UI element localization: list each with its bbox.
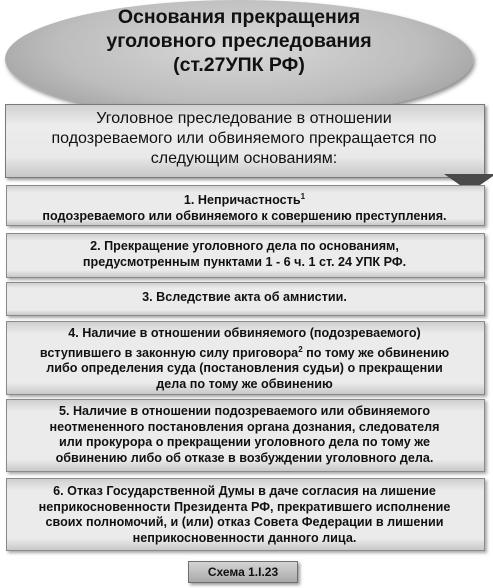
intro-line: следующим основаниям: xyxy=(150,150,338,167)
ground-line: вступившего в законную силу приговора xyxy=(39,345,299,360)
ground-line: или прокурора о прекращении уголовного дела по тому же xyxy=(59,435,430,449)
ground-line: неприкосновенности данного лица. xyxy=(132,530,357,545)
ground-line: 6. Отказ Государственной Думы в даче согласия на лишение xyxy=(53,484,436,498)
footnote-mark: 1 xyxy=(300,192,306,201)
ground-line: 4. Наличие в отношении обвиняемого (подозреваемого) xyxy=(68,326,421,340)
title-line: Основания прекращения xyxy=(117,6,361,28)
ground-text-4 xyxy=(6,326,483,392)
ground-line: дела по тому же обвинению xyxy=(156,376,333,391)
ground-text-2 xyxy=(6,239,483,270)
ground-line: 3. Вследствие акта об амнистии. xyxy=(142,290,347,304)
ground-line: 1. Непричастность xyxy=(183,193,301,208)
title-line: уголовного преследования xyxy=(106,30,372,52)
ground-line: неприкосновенности Президента РФ, прекратившего исполнение xyxy=(38,499,451,514)
ground-line: по тому же обвинению xyxy=(302,345,450,360)
scheme-caption: Схема 1.I.23 xyxy=(188,561,298,583)
footnote-mark: 2 xyxy=(298,344,303,354)
ground-text-3 xyxy=(6,290,483,306)
intro-line: подозреваемого или обвиняемого прекращается по xyxy=(51,130,437,147)
ground-text-5 xyxy=(6,404,483,466)
ground-line: либо определения суда (постановления судьи) о прекращении xyxy=(46,361,443,376)
ground-line: 5. Наличие в отношении подозреваемого или обвиняемого xyxy=(58,404,431,418)
diagram-title xyxy=(60,5,418,77)
ground-text-6 xyxy=(6,484,483,546)
intro-line: Уголовное преследование в отношении xyxy=(96,110,392,127)
ground-line: своих полномочий, и (или) отказ Совета Федерации в лишении xyxy=(45,515,444,529)
title-line: (ст.27УПК РФ) xyxy=(173,54,305,76)
ground-line: обвинению либо об отказе в возбуждении уголовного дела. xyxy=(55,450,434,465)
ground-line: 2. Прекращение уголовного дела по основаниям, xyxy=(90,239,399,253)
ground-line: подозреваемого или обвиняемого к совершению преступления. xyxy=(42,208,447,223)
ground-text-1 xyxy=(6,189,483,224)
ground-line: неотмененного постановления органа дознания, следователя xyxy=(49,419,440,434)
ground-line: предусмотренным пунктами 1 - 6 ч. 1 ст. 24 УПК РФ. xyxy=(82,254,407,269)
intro-text xyxy=(5,109,483,169)
